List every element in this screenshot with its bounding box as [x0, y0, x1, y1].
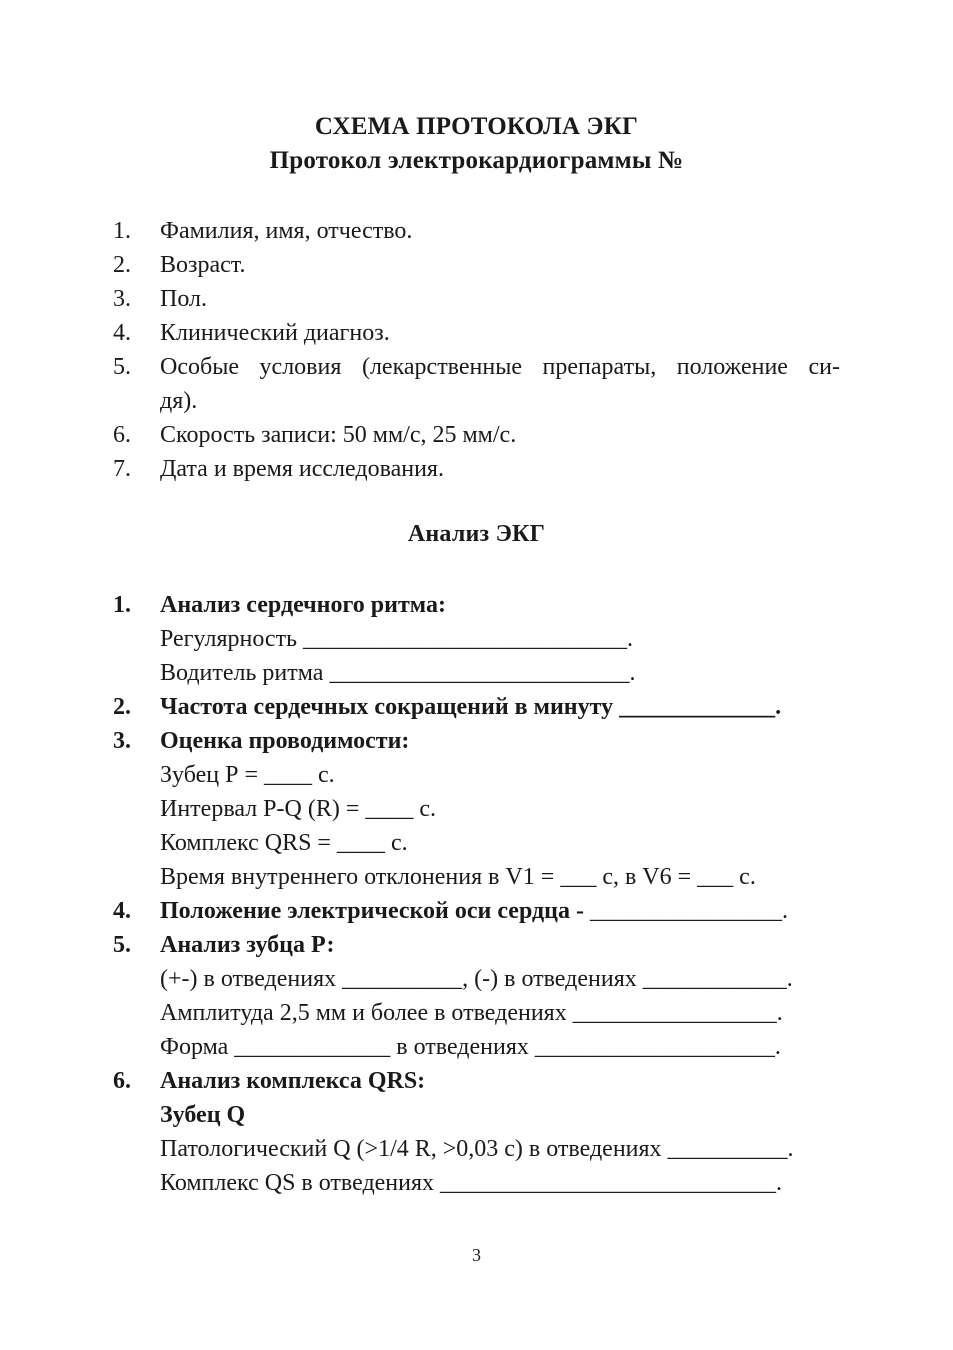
section-heading [0, 588, 953, 622]
list-item-text: дя). [160, 388, 198, 414]
form-line [0, 656, 953, 690]
list-item-text: Фамилия, имя, отчество. [160, 218, 413, 244]
list-item-text: Дата и время исследования. [160, 456, 444, 482]
q-wave-heading: Зубец Q [160, 1102, 246, 1128]
internal-deflection-field[interactable]: Время внутреннего отклонения в V1 = ___ с, в V6 = ___ с. [160, 864, 756, 890]
form-line [0, 1030, 953, 1064]
form-line [0, 1166, 953, 1200]
list-item-number: 4. [113, 320, 131, 346]
list-item-text: Скорость записи: 50 мм/с, 25 мм/с. [160, 422, 517, 448]
qrs-complex-field[interactable]: Комплекс QRS = ____ с. [160, 830, 408, 856]
pq-interval-field[interactable]: Интервал P-Q (R) = ____ с. [160, 796, 437, 822]
document-subtitle: Протокол электрокардиограммы № [269, 147, 684, 174]
heart-rate-field[interactable]: Частота сердечных сокращений в минуту _____________. [160, 694, 782, 720]
list-item [0, 418, 953, 452]
section-number: 6. [113, 1068, 131, 1094]
section-title: Анализ сердечного ритма: [160, 592, 446, 618]
section-number: 3. [113, 728, 131, 754]
blank-line: ________________. [583, 898, 788, 924]
section-title: Анализ зубца Р: [160, 932, 335, 958]
p-wave-leads-field[interactable]: (+-) в отведениях __________, (-) в отведениях ____________. [160, 966, 793, 992]
section-number: 5. [113, 932, 131, 958]
section-heading [0, 894, 953, 928]
form-line [0, 826, 953, 860]
electrical-axis-field[interactable] [160, 894, 788, 928]
section-title: Анализ комплекса QRS: [160, 1068, 426, 1094]
list-item [0, 316, 953, 350]
list-item-text: Особые условия (лекарственные препараты, положение си- [160, 354, 840, 380]
section-title: Оценка проводимости: [160, 728, 410, 754]
section-heading [0, 928, 953, 962]
list-item [0, 214, 953, 248]
analysis-heading: Анализ ЭКГ [407, 521, 546, 547]
section-number: 4. [113, 898, 131, 924]
list-item-number: 5. [113, 354, 131, 380]
list-item-number: 2. [113, 252, 131, 278]
regularity-field[interactable]: Регулярность ___________________________. [160, 626, 634, 652]
list-item-text: Пол. [160, 286, 207, 312]
p-shape-field[interactable]: Форма _____________ в отведениях ____________________. [160, 1034, 781, 1060]
list-item-number: 6. [113, 422, 131, 448]
section-title: Положение электрической оси сердца - [160, 898, 584, 924]
form-line [0, 792, 953, 826]
section-heading [0, 724, 953, 758]
p-amplitude-field[interactable]: Амплитуда 2,5 мм и более в отведениях _________________. [160, 1000, 783, 1026]
list-item-number: 1. [113, 218, 131, 244]
list-item [0, 282, 953, 316]
section-number: 1. [113, 592, 131, 618]
list-item [0, 350, 953, 384]
list-item-number: 3. [113, 286, 131, 312]
qs-complex-field[interactable]: Комплекс QS в отведениях ____________________________. [160, 1170, 783, 1196]
list-item-text: Клинический диагноз. [160, 320, 390, 346]
section-number: 2. [113, 694, 131, 720]
form-line [0, 758, 953, 792]
list-item [0, 452, 953, 486]
form-line [0, 622, 953, 656]
document-title: СХЕМА ПРОТОКОЛА ЭКГ [314, 113, 639, 140]
list-item [0, 248, 953, 282]
form-line [0, 962, 953, 996]
form-line [0, 996, 953, 1030]
pathological-q-field[interactable]: Патологический Q (>1/4 R, >0,03 с) в отведениях __________. [160, 1136, 794, 1162]
list-item-number: 7. [113, 456, 131, 482]
form-line [0, 860, 953, 894]
pacemaker-field[interactable]: Водитель ритма _________________________. [160, 660, 636, 686]
page-number: 3 [472, 1245, 481, 1265]
section-heading [0, 1064, 953, 1098]
form-line [0, 1132, 953, 1166]
p-wave-field[interactable]: Зубец Р = ____ с. [160, 762, 335, 788]
subsection-heading [0, 1098, 953, 1132]
section-heading [0, 690, 953, 724]
list-item-text: Возраст. [160, 252, 246, 278]
list-item-continuation [0, 384, 953, 418]
